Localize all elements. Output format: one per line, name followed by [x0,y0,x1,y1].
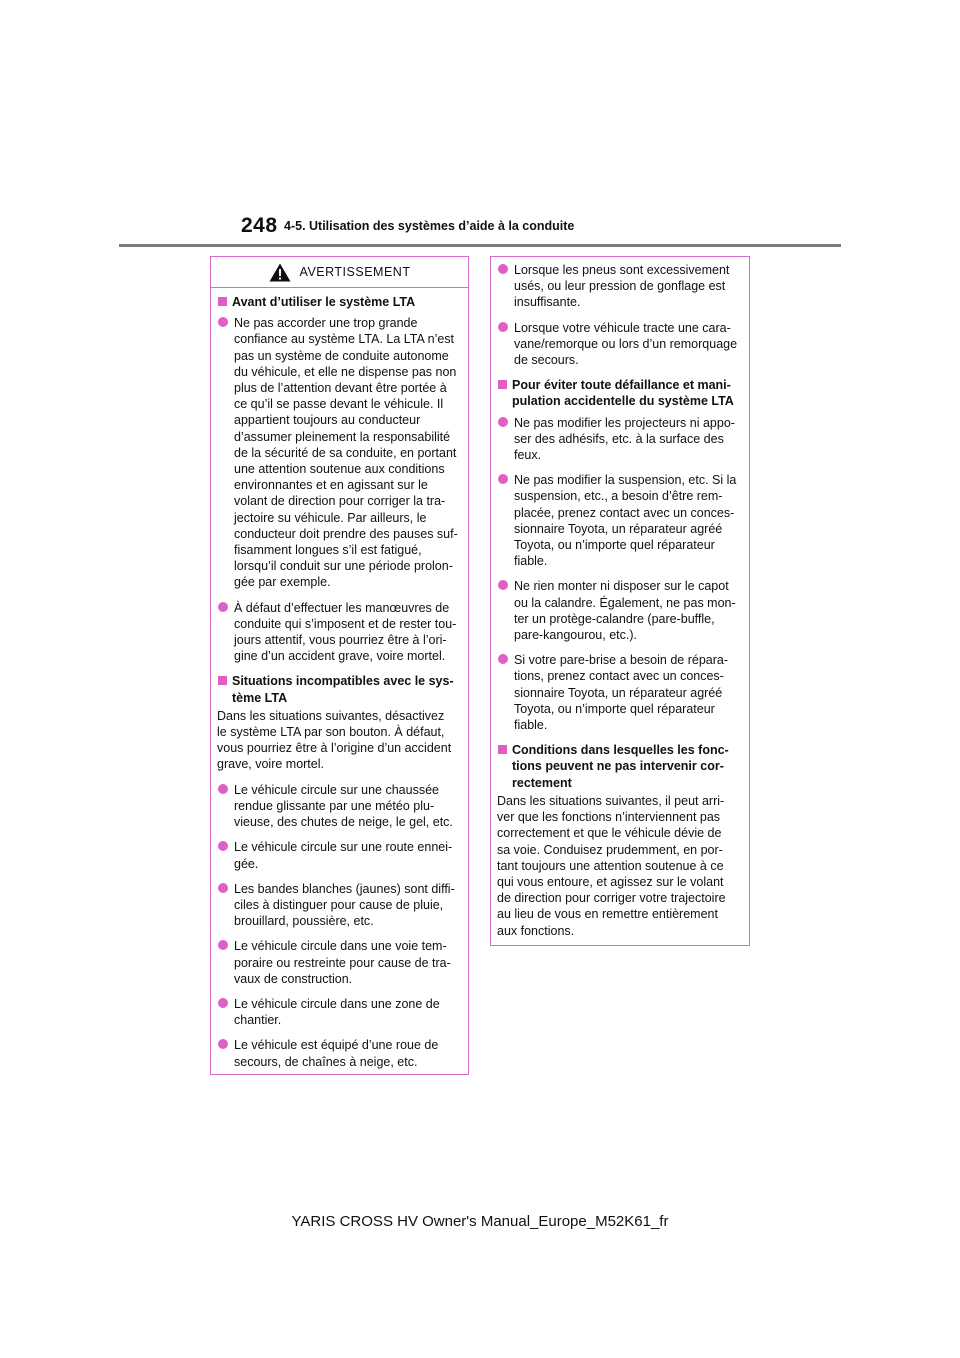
warning-title: AVERTISSEMENT [299,264,411,279]
list-item: Ne pas accorder une trop grande confiance au système LTA. La LTA n’est pas un système de conduite autonome du véhicule, et elle ne dispense pas non plus de l’attention devant être portée à ce qu’il se passe devant le véhicule. Il appartient toujours au conducteur d’assumer pleinement la responsabilité de la sécurité de sa conduite, en portant une attention soutenue aux conditions environnantes et en agissant sur le volant de direction pour corriger la tra- jectoire su véhicule. Par ailleurs, le conducteur doit prendre des pauses suf- fisamment longues s’il est fatigué, lorsqu’il conduit sur une période prolon- gée par exemple. [217,315,462,590]
warning-triangle-icon [269,263,291,282]
circle-bullet-icon [498,474,508,484]
circle-bullet-icon [218,317,228,327]
circle-bullet-icon [218,1039,228,1049]
list-item: Ne pas modifier la suspension, etc. Si la suspension, etc., a besoin d’être rem- placée, prenez contact avec un conces- sionnaire Toyota, un réparateur agréé Toyota, ou n’importe quel réparateur fiable. [497,472,743,569]
section-heading: Pour éviter toute défaillance et mani- pulation accidentelle du système LTA [497,377,743,409]
circle-bullet-icon [218,602,228,612]
circle-bullet-icon [498,654,508,664]
header-rule [119,244,841,247]
section-heading: Avant d’utiliser le système LTA [217,294,462,310]
warning-box-left [210,256,469,1075]
circle-bullet-icon [498,322,508,332]
paragraph: Dans les situations suivantes, il peut arri- ver que les fonctions n’interviennent pas correctement et que le véhicule dévie de sa voie. Conduisez prudemment, en por- tant toujours une attention soutenue à ce qui vous entoure, et agissez sur le volant de direction pour corriger votre trajectoire au lieu de vous en remettre entièrement aux fonctions. [497,793,726,938]
warning-header [211,257,468,288]
warning-content-right [491,257,749,939]
circle-bullet-icon [218,940,228,950]
list-item: Le véhicule est équipé d’une roue de secours, de chaînes à neige, etc. [217,1037,462,1069]
circle-bullet-icon [218,784,228,794]
page-number: 248 [241,214,278,237]
list-item: Le véhicule circule sur une chaussée rendue glissante par une météo plu- vieuse, des chutes de neige, le gel, etc. [217,782,462,831]
list-item: Le véhicule circule dans une zone de chantier. [217,996,462,1028]
list-item: Ne rien monter ni disposer sur le capot ou la calandre. Également, ne pas mon- ter un protège-calandre (pare-buffle, pare-kangourou, etc.). [497,578,743,643]
list-item: Le véhicule circule dans une voie tem- poraire ou restreinte pour cause de tra- vaux de construction. [217,938,462,987]
list-item: Lorsque votre véhicule tracte une cara- vane/remorque ou lors d’un remorquage de secours. [497,320,743,369]
list-item: Le véhicule circule sur une route ennei- gée. [217,839,462,871]
section-title: 4-5. Utilisation des systèmes d’aide à la conduite [284,219,575,233]
warning-box-right [490,256,750,946]
paragraph: Dans les situations suivantes, désactivez le système LTA par son bouton. À défaut, vous pourriez être à l’origine d’un accident grave, voire mortel. [217,708,452,772]
circle-bullet-icon [498,417,508,427]
circle-bullet-icon [498,580,508,590]
square-bullet-icon [218,676,227,685]
circle-bullet-icon [218,841,228,851]
list-item: À défaut d’effectuer les manœuvres de conduite qui s’imposent et de rester tou- jours attentif, vous pourriez être à l’ori- gine d’un accident grave, voire mortel. [217,600,462,665]
warning-content-left [211,288,468,1070]
circle-bullet-icon [218,883,228,893]
footer-manual-title: YARIS CROSS HV Owner's Manual_Europe_M52K61_fr [291,1213,669,1230]
square-bullet-icon [498,380,507,389]
list-item: Ne pas modifier les projecteurs ni appo- ser des adhésifs, etc. à la surface des feux. [497,415,743,464]
square-bullet-icon [498,745,507,754]
circle-bullet-icon [218,998,228,1008]
circle-bullet-icon [498,264,508,274]
section-heading: Conditions dans lesquelles les fonc- tions peuvent ne pas intervenir cor- rectement [497,742,743,791]
section-heading: Situations incompatibles avec le sys- tème LTA [217,673,462,705]
square-bullet-icon [218,297,227,306]
list-item: Si votre pare-brise a besoin de répara- tions, prenez contact avec un conces- sionnaire Toyota, un réparateur agréé Toyota, ou n’importe quel réparateur fiable. [497,652,743,733]
list-item: Les bandes blanches (jaunes) sont diffi- ciles à distinguer pour cause de pluie, brouillard, poussière, etc. [217,881,462,930]
list-item: Lorsque les pneus sont excessivement usés, ou leur pression de gonflage est insuffisante. [497,262,743,311]
